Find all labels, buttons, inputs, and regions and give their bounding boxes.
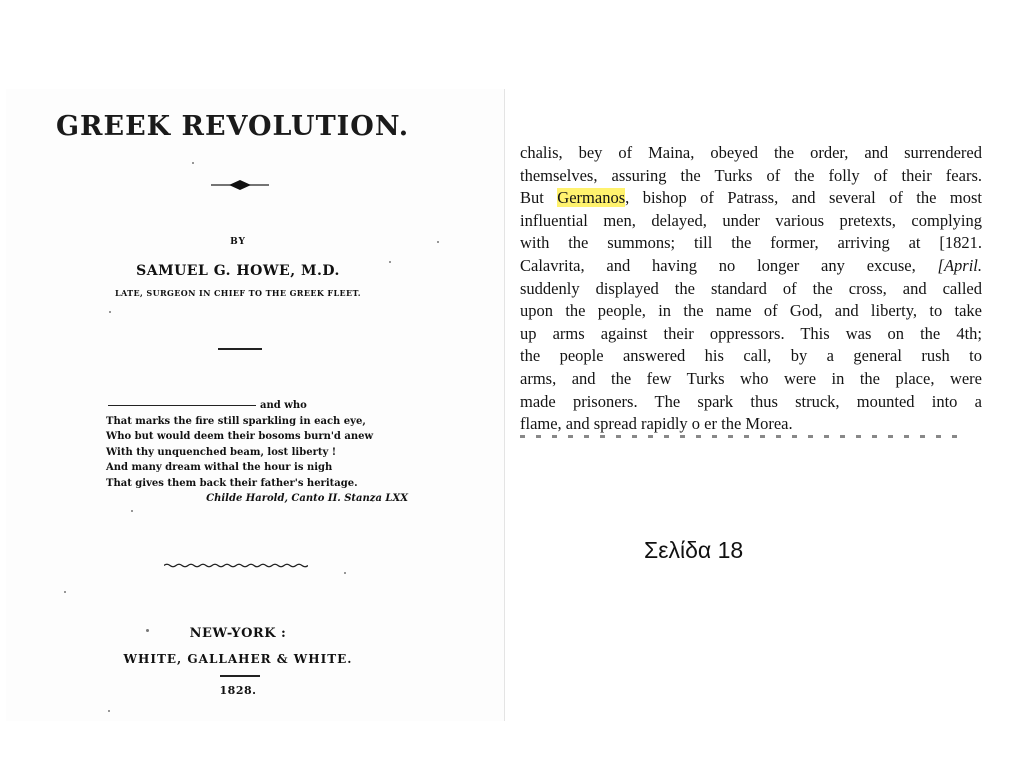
title-ornament (211, 179, 269, 191)
author-role: LATE, SURGEON IN CHIEF TO THE GREEK FLEET. (114, 288, 361, 298)
text-page-scan (506, 138, 1002, 438)
text-line: upon the people, in the name of God, and liberty, to take (520, 301, 982, 321)
text-line: up arms against their oppressors. This was on the 4th; (520, 323, 982, 343)
text-line: the people answered his call, by a general rush to (520, 346, 982, 366)
author-name: SAMUEL G. HOWE, M.D. (136, 263, 340, 279)
text-line: themselves, assuring the Turks of the folly of their fears. (520, 165, 982, 185)
title-page-scan (6, 89, 505, 721)
scan-speck (64, 591, 66, 593)
epigraph-citation: Childe Harold, Canto II. Stanza LXX (206, 493, 408, 504)
scan-speck (108, 710, 110, 712)
text-fragment: Calavrita, and having no longer any excuse, (520, 255, 916, 275)
text-line: made prisoners. The spark thus struck, mounted into a (520, 391, 982, 411)
text-line: influential men, delayed, under various pretexts, complying (520, 210, 982, 230)
text-fragment: But (520, 188, 558, 208)
cropped-next-line (520, 435, 960, 438)
publisher-name: WHITE, GALLAHER & WHITE. (123, 652, 353, 666)
text-line (520, 232, 982, 255)
margin-note-year: [1821. (939, 233, 983, 253)
publication-year: 1828. (219, 684, 257, 697)
wavy-divider (164, 563, 308, 568)
scan-speck (344, 572, 346, 574)
publication-city: NEW-YORK : (189, 626, 287, 641)
epigraph-line: That gives them back their father's heritage. (106, 477, 358, 489)
margin-note-month: [April. (937, 255, 983, 275)
scan-speck (389, 261, 391, 263)
scan-speck (131, 510, 133, 512)
text-line: flame, and spread rapidly o er the Morea. (520, 414, 793, 434)
epigraph-line: That marks the fire still sparkling in each eye, (106, 415, 366, 427)
page-text (520, 142, 982, 436)
epigraph (106, 398, 416, 507)
epigraph-dash (108, 405, 256, 406)
text-line: chalis, bey of Maina, obeyed the order, and surrendered (520, 143, 982, 162)
epigraph-first-words: and who (260, 400, 307, 411)
epigraph-first-line (106, 398, 416, 414)
epigraph-line: Who but would deem their bosoms burn'd anew (106, 431, 374, 442)
epigraph-line: And many dream withal the hour is nigh (106, 462, 333, 473)
scan-speck (109, 311, 111, 313)
book-title: GREEK REVOLUTION. (56, 111, 410, 142)
text-line: arms, and the few Turks who were in the place, were (520, 368, 982, 388)
divider-rule (218, 348, 262, 350)
scan-speck (146, 629, 149, 632)
scan-speck (192, 162, 194, 164)
page-number-label: Σελίδα 18 (644, 537, 744, 563)
publisher-rule (220, 675, 260, 677)
text-line: suddenly displayed the standard of the cross, and called (520, 278, 982, 298)
scan-speck (437, 241, 439, 243)
byline-label: BY (230, 237, 246, 247)
text-line (520, 187, 982, 210)
highlighted-term: Germanos (557, 188, 626, 208)
epigraph-line: With thy unquenched beam, lost liberty ! (106, 446, 337, 458)
text-line (520, 255, 982, 278)
text-fragment: , bishop of Patrass, and several of the most (625, 188, 983, 208)
text-fragment: with the summons; till the former, arriving at (520, 233, 921, 253)
